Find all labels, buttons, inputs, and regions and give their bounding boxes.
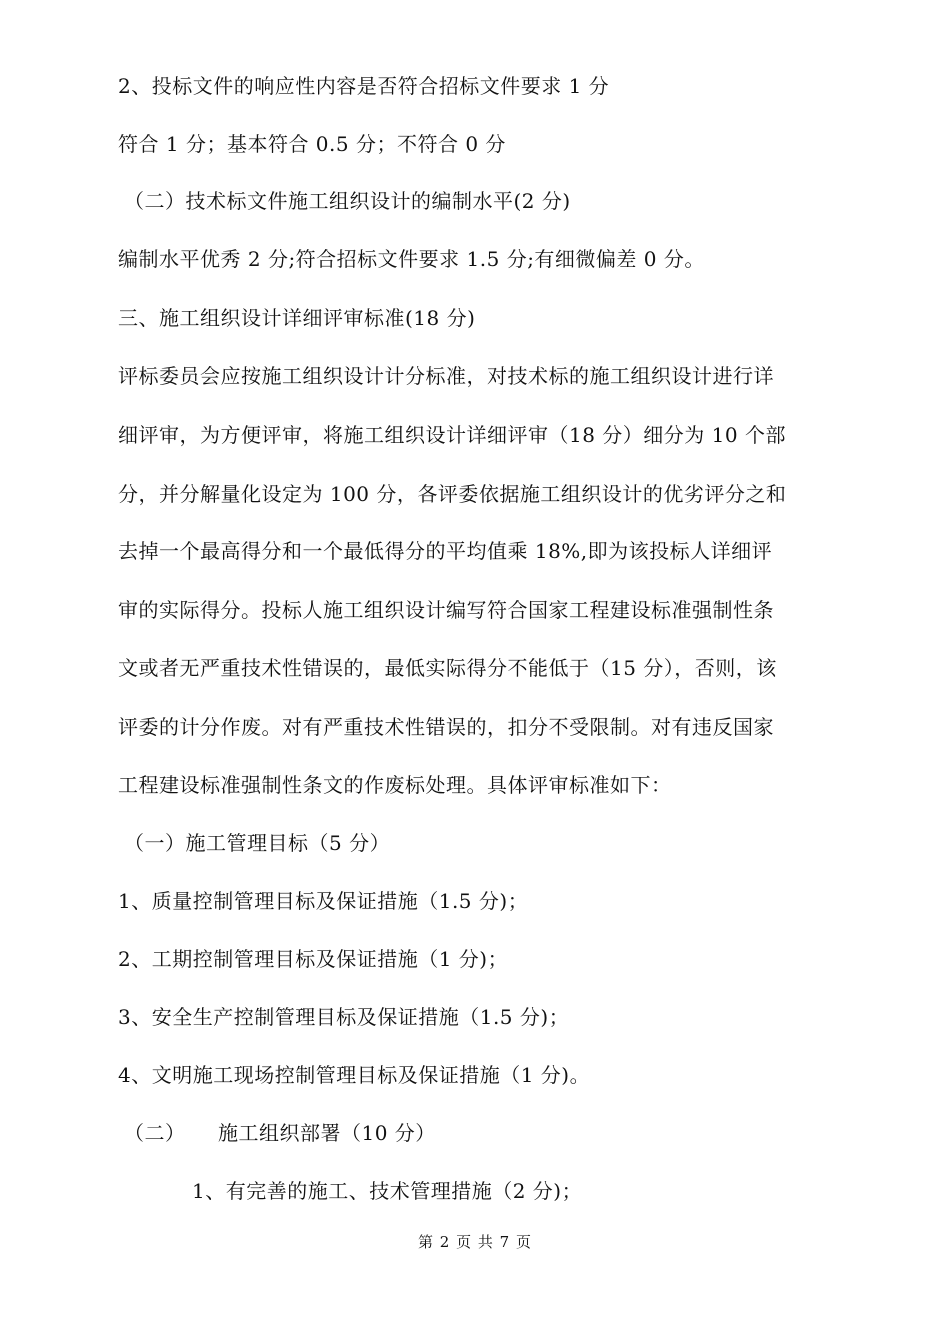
- paragraph-line: 分，并分解量化设定为 100 分，各评委依据施工组织设计的优劣评分之和: [118, 482, 787, 506]
- list-item: 4、文明施工现场控制管理目标及保证措施（1 分)。: [118, 1063, 591, 1087]
- paragraph-line: 审的实际得分。投标人施工组织设计编写符合国家工程建设标准强制性条: [118, 598, 774, 622]
- list-item: 2、工期控制管理目标及保证措施（1 分)；: [118, 947, 509, 971]
- text-line: 编制水平优秀 2 分;符合招标文件要求 1.5 分;有细微偏差 0 分。: [118, 247, 705, 271]
- page-number-footer: 第 2 页 共 7 页: [418, 1233, 532, 1251]
- paragraph-line: 去掉一个最高得分和一个最低得分的平均值乘 18%,即为该投标人详细评: [118, 539, 773, 563]
- list-item: 3、安全生产控制管理目标及保证措施（1.5 分)；: [118, 1005, 570, 1029]
- section-heading: 三、施工组织设计详细评审标准(18 分): [118, 306, 476, 330]
- subsection-heading: （一）施工管理目标（5 分）: [124, 831, 391, 855]
- text-line: 符合 1 分；基本符合 0.5 分；不符合 0 分: [118, 132, 506, 156]
- list-item: 1、质量控制管理目标及保证措施（1.5 分)；: [118, 889, 529, 913]
- paragraph-line: 评标委员会应按施工组织设计计分标准，对技术标的施工组织设计进行详: [118, 364, 774, 388]
- paragraph-line: 评委的计分作废。对有严重技术性错误的，扣分不受限制。对有违反国家: [118, 715, 774, 739]
- list-item: 1、有完善的施工、技术管理措施（2 分)；: [192, 1179, 583, 1203]
- paragraph-line: 工程建设标准强制性条文的作废标处理。具体评审标准如下：: [118, 773, 672, 797]
- subsection-title: 施工组织部署（10 分）: [218, 1121, 436, 1145]
- paragraph-line: 细评审，为方便评审，将施工组织设计详细评审（18 分）细分为 10 个部: [118, 423, 786, 447]
- subsection-label: （二）: [124, 1121, 186, 1145]
- paragraph-line: 文或者无严重技术性错误的，最低实际得分不能低于（15 分），否则，该: [118, 656, 777, 680]
- section-heading: （二）技术标文件施工组织设计的编制水平(2 分): [124, 189, 571, 213]
- text-line: 2、投标文件的响应性内容是否符合招标文件要求 1 分: [118, 74, 610, 98]
